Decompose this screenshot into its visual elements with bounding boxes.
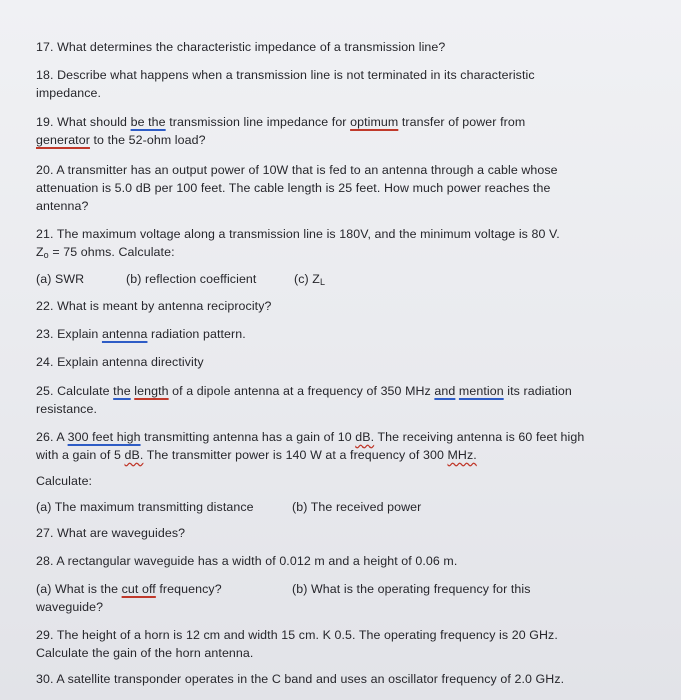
question-18: 18. Describe what happens when a transmission line is not terminated in its characteristic impedance.: [36, 68, 535, 100]
question-25-underline-and: and: [434, 384, 456, 398]
question-19-text: to the 52-ohm load?: [89, 133, 206, 147]
question-26: [36, 428, 596, 464]
question-26-text: The transmitter power is 140 W at a frequency of 300: [143, 448, 448, 462]
question-25-text: its radiation resistance.: [36, 384, 572, 416]
question-22: 22. What is meant by antenna reciprocity?: [36, 299, 272, 313]
question-30: 30. A satellite transponder operates in the C band and uses an oscillator frequency of 2.0 GHz.: [36, 672, 565, 686]
question-21-line2: [36, 243, 596, 264]
part-b-received-power: (b) The received power: [292, 500, 422, 514]
question-21-line1: 21. The maximum voltage along a transmission line is 180V, and the minimum voltage is 80 V.: [36, 227, 560, 241]
question-26-text: transmitting antenna has a gain of 10: [140, 430, 356, 444]
question-21-parts: [36, 270, 596, 288]
question-28-parts-row: [36, 580, 596, 598]
part-c-label: (c) Z: [294, 272, 320, 286]
part-a-underline-cut-off: cut off: [121, 582, 156, 596]
part-a-max-distance: (a) The maximum transmitting distance: [36, 500, 254, 514]
question-23-text: 23. Explain: [36, 327, 102, 341]
question-23-text: radiation pattern.: [147, 327, 246, 341]
question-25: [36, 382, 581, 418]
part-b-operating-frequency: (b) What is the operating frequency for this: [292, 582, 531, 596]
question-17: 17. What determines the characteristic impedance of a transmission line?: [36, 40, 446, 54]
question-28-parts: [36, 580, 596, 616]
part-a-swr: (a) SWR: [36, 272, 85, 286]
question-19-underline-generator: generator: [36, 133, 90, 147]
question-23: [36, 325, 596, 343]
question-25-underline-length: length: [134, 384, 169, 398]
question-24: 24. Explain antenna directivity: [36, 355, 204, 369]
question-25-underline-mention: mention: [458, 384, 504, 398]
question-25-text: 25. Calculate: [36, 384, 114, 398]
part-c-zl: [294, 270, 325, 291]
z0-subscript: o: [43, 250, 49, 260]
part-a-text: (a) What is the: [36, 582, 122, 596]
question-19-text: transfer of power from: [398, 115, 526, 129]
part-c-subscript: L: [319, 277, 326, 287]
question-19-text: transmission line impedance for: [165, 115, 351, 129]
question-21: [36, 225, 596, 264]
question-25-underline-the: the: [113, 384, 131, 398]
question-25-text: of a dipole antenna at a frequency of 350 MHz: [168, 384, 435, 398]
question-26-underline-300-feet-high: 300 feet high: [67, 430, 141, 444]
z0-rest: = 75 ohms. Calculate:: [48, 245, 175, 259]
question-20: 20. A transmitter has an output power of 10W that is fed to an antenna through a cable whose attenuation is 5.0 dB per 100 feet. The cable length is 25 feet. How much power reaches the antenna?: [36, 163, 558, 213]
question-23-underline-antenna: antenna: [101, 327, 148, 341]
question-19-underline-be-the: be the: [130, 115, 166, 129]
question-26-text: The receiving antenna is 60 feet high with a gain of 5: [36, 430, 585, 462]
calculate-label: Calculate:: [36, 474, 93, 488]
question-29: 29. The height of a horn is 12 cm and width 15 cm. K 0.5. The operating frequency is 20 GHz. Calculate the gain of the horn antenna.: [36, 628, 558, 660]
question-26-underline-db-2: dB.: [124, 448, 144, 462]
z0-symbol: Z: [36, 245, 44, 259]
question-19-text: 19. What should: [36, 115, 131, 129]
question-26-underline-mhz: MHz.: [447, 448, 477, 462]
question-26-text: 26. A: [36, 430, 68, 444]
question-19-underline-optimum: optimum: [350, 115, 399, 129]
part-b-continuation: waveguide?: [36, 600, 104, 614]
part-a-text: frequency?: [155, 582, 222, 596]
part-b-reflection-coefficient: (b) reflection coefficient: [126, 272, 257, 286]
question-26-underline-db: dB.: [355, 430, 375, 444]
question-28: 28. A rectangular waveguide has a width of 0.012 m and a height of 0.06 m.: [36, 554, 458, 568]
question-26-parts: [36, 498, 596, 516]
question-27: 27. What are waveguides?: [36, 526, 186, 540]
question-19: [36, 113, 576, 149]
